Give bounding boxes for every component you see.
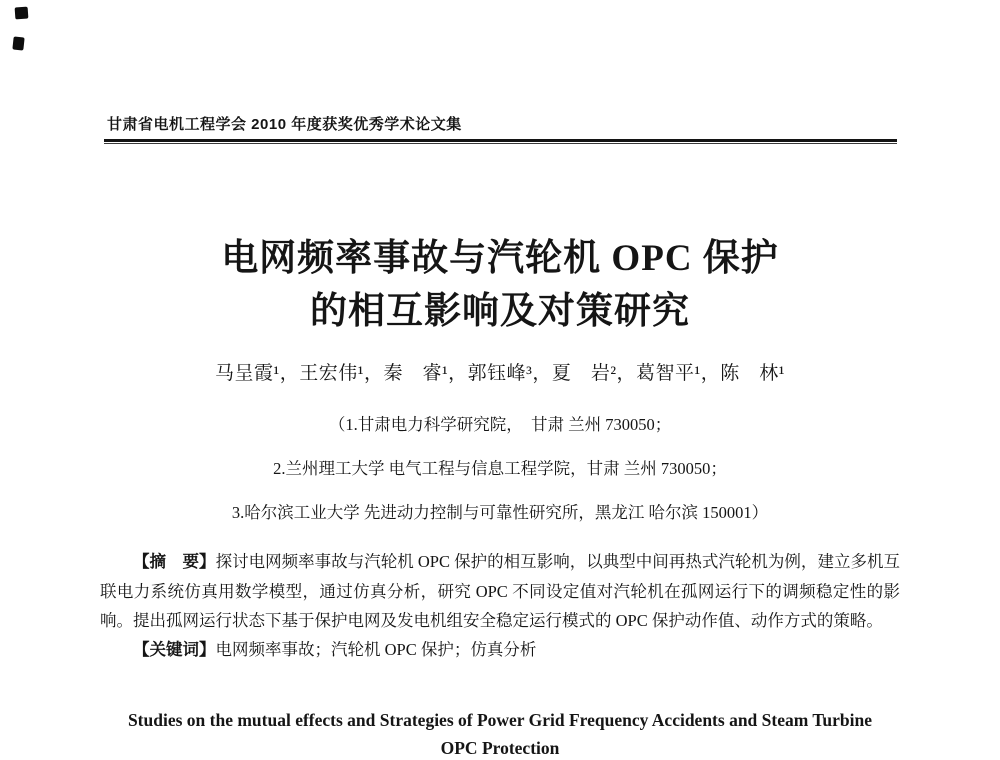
abstract-paragraph xyxy=(100,547,900,635)
scan-artifact xyxy=(15,7,29,20)
keywords-text: 电网频率事故；汽轮机 OPC 保护；仿真分析 xyxy=(215,640,537,659)
english-title: Studies on the mutual effects and Strategies of Power Grid Frequency Accidents and Steam Turbine OPC Protection xyxy=(127,710,873,758)
authors-line: 马呈霞¹，王宏伟¹，秦 睿¹，郭钰峰³，夏 岩²，葛智平¹，陈 林¹ xyxy=(215,363,785,384)
scan-artifact xyxy=(12,36,24,50)
paper-title-line2: 的相互影响及对策研究 xyxy=(310,291,690,332)
paper-title-line1: 电网频率事故与汽轮机 OPC 保护 xyxy=(221,238,779,279)
keywords-label: 【关键词】 xyxy=(133,641,216,659)
affiliation-2: 2.兰州理工大学 电气工程与信息工程学院，甘肃 兰州 730050； xyxy=(273,459,727,478)
running-head: 甘肃省电机工程学会 2010 年度获奖优秀学术论文集 xyxy=(107,116,462,133)
abstract-section xyxy=(100,547,900,665)
affiliation-1: （1.甘肃电力科学研究院， 甘肃 兰州 730050； xyxy=(328,415,672,434)
keywords-line xyxy=(100,635,900,665)
abstract-text: 探讨电网频率事故与汽轮机 OPC 保护的相互影响，以典型中间再热式汽轮机为例，建立多机互联电力系统仿真用数学模型，通过仿真分析，研究 OPC 不同设定值对汽轮机在孤网运行下的调频稳定性的影响。提出孤网运行状态下基于保护电网及发电机组安全稳定运行模式的 OPC 保护动作值、动作方式的策略。 xyxy=(100,552,900,630)
abstract-label: 【摘 要】 xyxy=(133,553,216,571)
paper-title xyxy=(0,232,1000,338)
affiliation-3: 3.哈尔滨工业大学 先进动力控制与可靠性研究所，黑龙江 哈尔滨 150001） xyxy=(231,503,769,522)
header-rule xyxy=(104,139,897,143)
